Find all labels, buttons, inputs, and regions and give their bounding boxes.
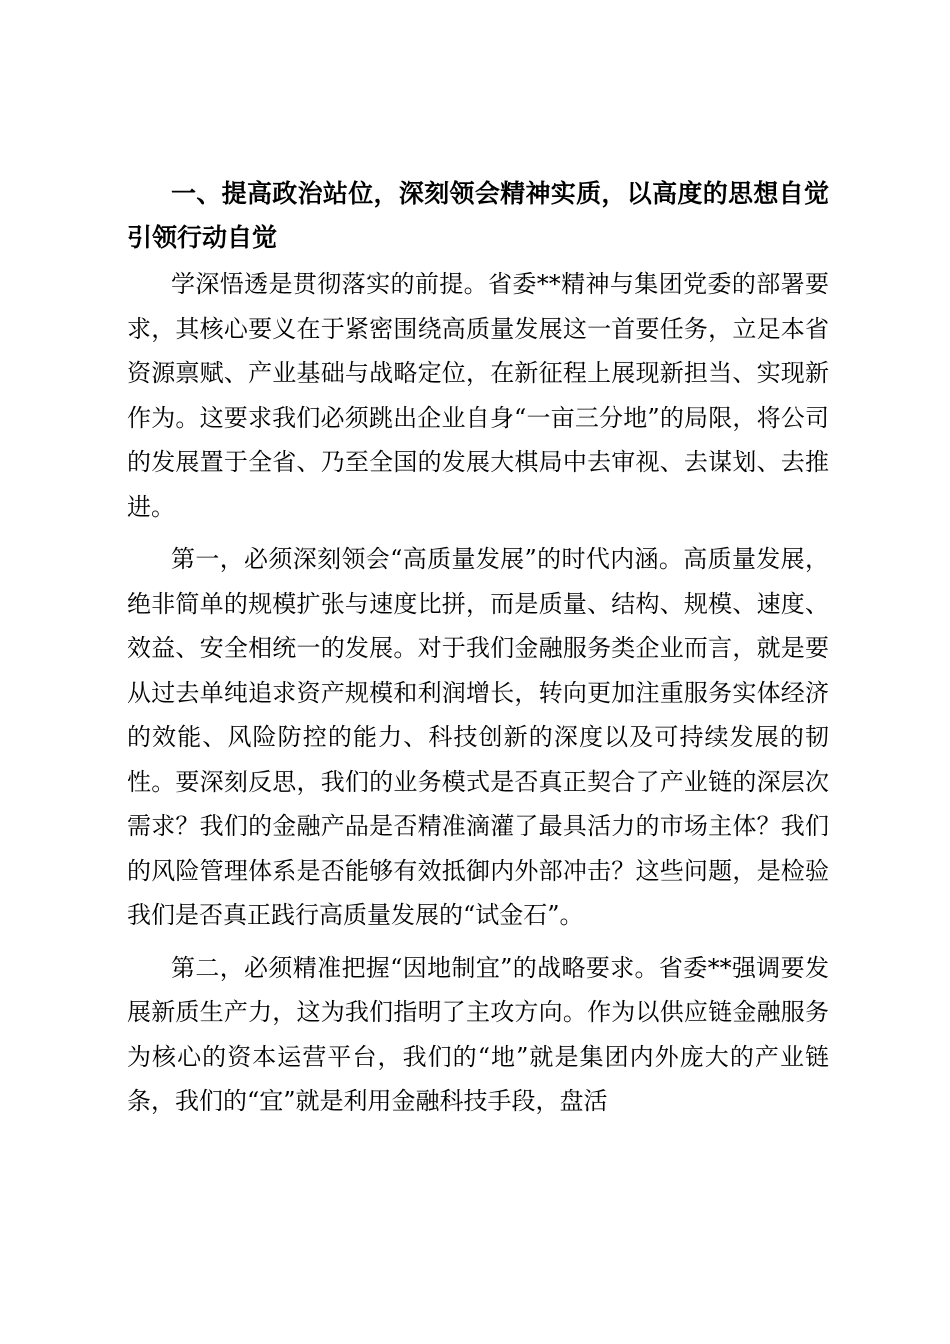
paragraph-intro: 学深悟透是贯彻落实的前提。省委**精神与集团党委的部署要求，其核心要义在于紧密围绕高质量发展这一首要任务，立足本省资源禀赋、产业基础与战略定位，在新征程上展现新担当、实现新作为。这要求我们必须跳出企业自身“一亩三分地”的局限，将公司的发展置于全省、乃至全国的发展大棋局中去审视、去谋划、去推进。 [127,270,829,521]
paragraph-first-point: 第一，必须深刻领会“高质量发展”的时代内涵。高质量发展，绝非简单的规模扩张与速度比拼，而是质量、结构、规模、速度、效益、安全相统一的发展。对于我们金融服务类企业而言，就是要从过去单纯追求资产规模和利润增长，转向更加注重服务实体经济的效能、风险防控的能力、科技创新的深度以及可持续发展的韧性。要深刻反思，我们的业务模式是否真正契合了产业链的深层次需求？我们的金融产品是否精准滴灌了最具活力的市场主体？我们的风险管理体系是否能够有效抵御内外部冲击？这些问题，是检验我们是否真正践行高质量发展的“试金石”。 [127,545,829,929]
section-heading: 一、提高政治站位，深刻领会精神实质，以高度的思想自觉引领行动自觉 [127,179,829,252]
paragraph-second-point: 第二，必须精准把握“因地制宜”的战略要求。省委**强调要发展新质生产力，这为我们指明了主攻方向。作为以供应链金融服务为核心的资本运营平台，我们的“地”就是集团内外庞大的产业链条，我们的“宜”就是利用金融科技手段，盘活 [127,953,829,1115]
document-body [127,172,829,1124]
